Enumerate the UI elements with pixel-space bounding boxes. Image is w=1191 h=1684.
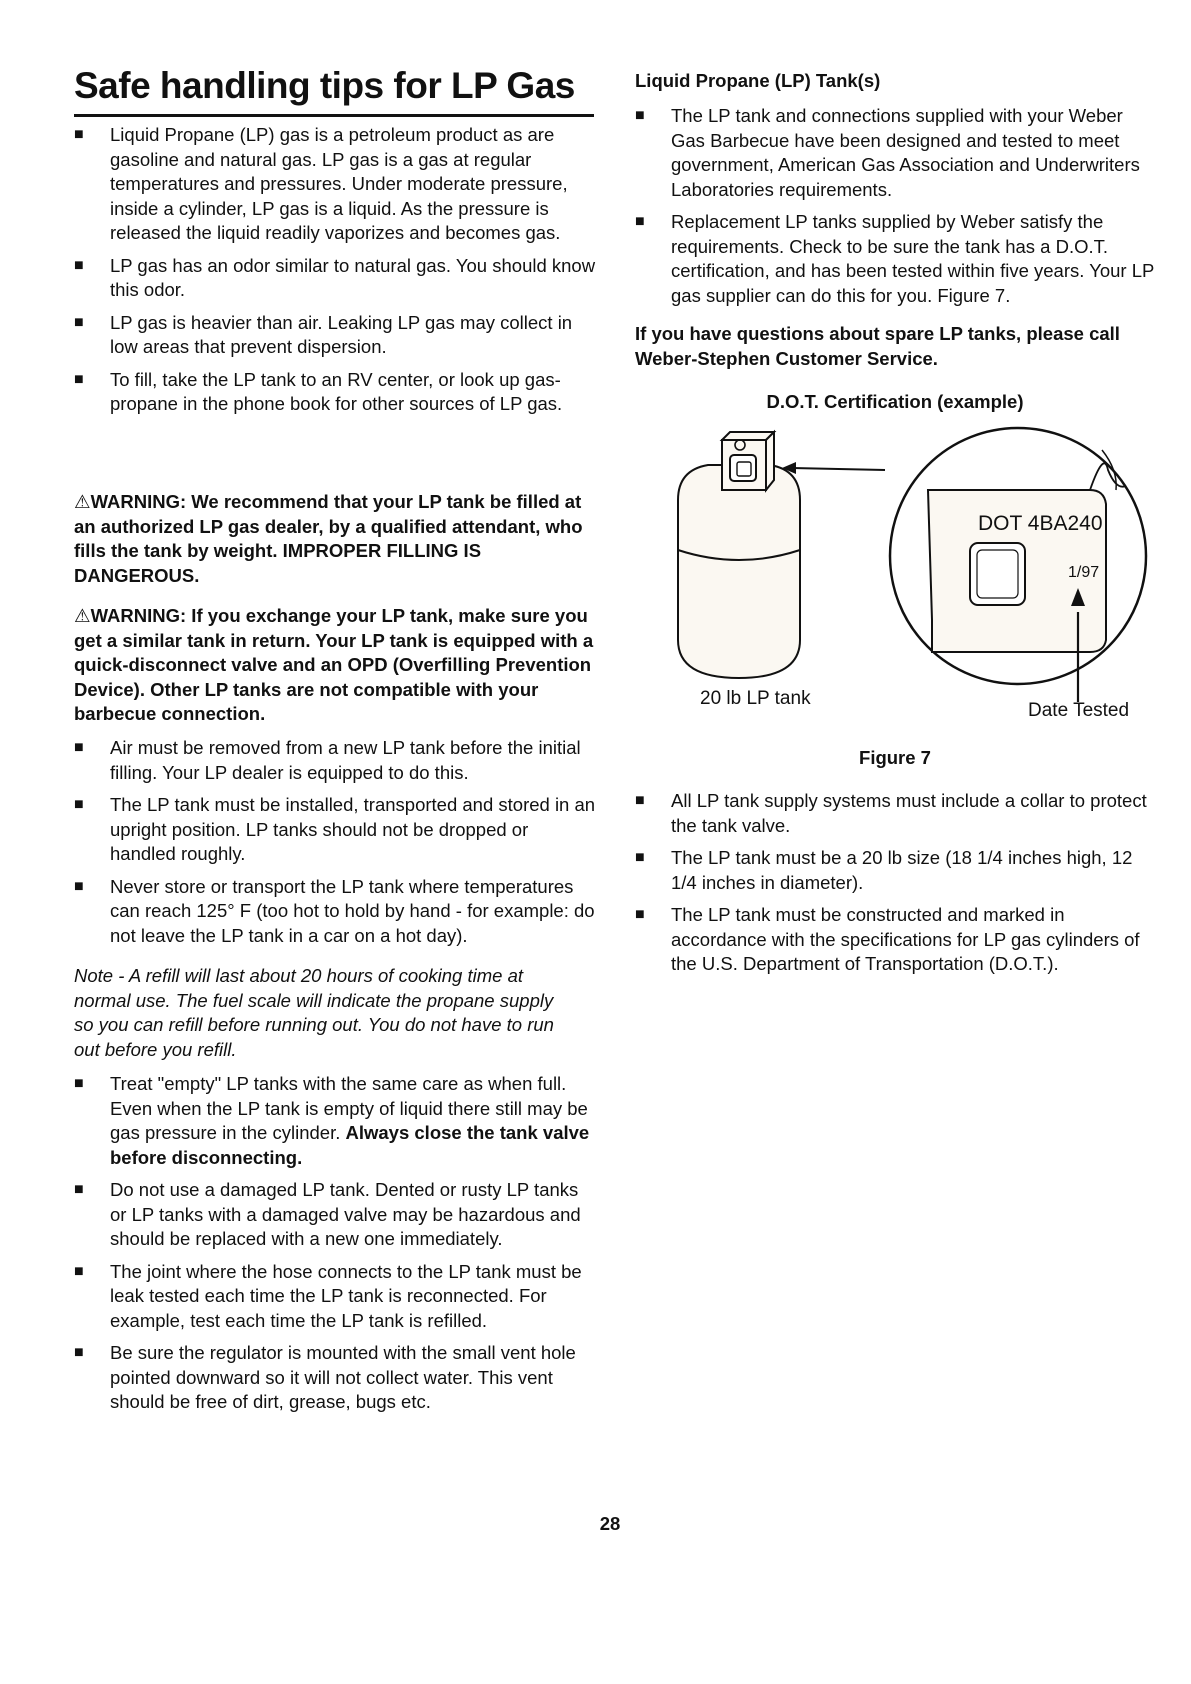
right-bullet-list-2 (635, 789, 1155, 977)
bullet-square-icon: ■ (74, 1344, 84, 1361)
list-item: ■ Liquid Propane (LP) gas is a petroleum product as are gasoline and natural gas. LP gas is a gas at regular temperatures and pressures. Under moderate pressure, inside a cylinder, LP gas is a liquid. As the pressure is released the liquid readily vaporizes and becomes gas. (74, 123, 598, 246)
bullet-square-icon: ■ (74, 739, 84, 756)
list-item: ■ The LP tank and connections supplied with your Weber Gas Barbecue have been designed and tested to meet government, American Gas Association and Underwriters Laboratories requirements. (635, 104, 1155, 202)
bullet-square-icon: ■ (74, 796, 84, 813)
date-code-text: 1/97 (1068, 564, 1100, 581)
bullet-square-icon: ■ (635, 906, 645, 923)
list-item: ■ Never store or transport the LP tank where temperatures can reach 125° F (too hot to hold by hand - for example: do not leave the LP tank in a car on a hot day). (74, 875, 598, 949)
bullet-square-icon: ■ (635, 849, 645, 866)
bullet-square-icon: ■ (74, 256, 84, 274)
warning-2: ⚠WARNING: If you exchange your LP tank, make sure you get a similar tank in return. Your LP tank is equipped with a quick-disconnect valve and an OPD (Overfilling Prevention Device). Other LP tanks are not compatible with your barbecue connection. (74, 605, 594, 724)
right-bullet-list-1 (635, 104, 1155, 308)
list-item: ■ The LP tank must be constructed and marked in accordance with the specifications for LP gas cylinders of the U.S. Department of Transportation (D.O.T.). (635, 903, 1155, 977)
spare-tanks-note: If you have questions about spare LP tanks, please call Weber-Stephen Customer Service. (635, 323, 1120, 369)
left-bullet-list-3 (74, 1072, 598, 1415)
bullet-square-icon: ■ (635, 107, 645, 124)
list-item: ■ All LP tank supply systems must include a collar to protect the tank valve. (635, 789, 1155, 838)
left-bullet-list-1 (74, 123, 598, 417)
bullet-square-icon: ■ (74, 370, 84, 388)
list-item: ■ The LP tank must be a 20 lb size (18 1/4 inches high, 12 1/4 inches in diameter). (635, 846, 1155, 895)
list-item: ■ Treat "empty" LP tanks with the same care as when full. Even when the LP tank is empty of liquid there still may be gas pressure in the cylinder. Always close the tank valve before disconnecting. (74, 1072, 598, 1170)
list-item: ■ Air must be removed from a new LP tank before the initial filling. Your LP dealer is equipped to do this. (74, 736, 598, 785)
figure-heading: D.O.T. Certification (example) (766, 391, 1024, 412)
list-item: ■ Replacement LP tanks supplied by Weber satisfy the requirements. Check to be sure the tank has a D.O.T. certification, and has been tested within five years. Your LP gas supplier can do this for you. Figure 7. (635, 210, 1155, 308)
bullet-square-icon: ■ (74, 313, 84, 331)
figure-caption: Figure 7 (859, 747, 931, 768)
page-title: Safe handling tips for LP Gas (74, 62, 594, 117)
bullet-square-icon: ■ (74, 1181, 84, 1198)
date-tested-label: Date Tested (1028, 700, 1130, 721)
bullet-square-icon: ■ (74, 126, 84, 143)
page-number: 28 (599, 1513, 621, 1534)
warning-1: ⚠WARNING: We recommend that your LP tank be filled at an authorized LP gas dealer, by a qualified attendant, who fills the tank by weight. IMPROPER FILLING IS DANGEROUS. (74, 491, 583, 586)
bullet-square-icon: ■ (635, 213, 645, 230)
dot-stamp-text: DOT 4BA240 (978, 512, 1103, 535)
dot-certification-figure (670, 420, 1150, 720)
list-item: ■ Be sure the regulator is mounted with the small vent hole pointed downward so it will not collect water. This vent should be free of dirt, grease, bugs etc. (74, 1341, 598, 1415)
bullet-square-icon: ■ (635, 792, 645, 809)
bullet-square-icon: ■ (74, 877, 84, 895)
tank-label: 20 lb LP tank (700, 688, 811, 709)
refill-note: Note - A refill will last about 20 hours of cooking time at normal use. The fuel scale will indicate the propane supply so you can refill before running out. You do not have to run out before you refill. (74, 965, 554, 1060)
list-item: ■ LP gas is heavier than air. Leaking LP gas may collect in low areas that prevent dispersion. (74, 311, 598, 360)
list-item: ■ The LP tank must be installed, transported and stored in an upright position. LP tanks should not be dropped or handled roughly. (74, 793, 598, 867)
list-item: ■ LP gas has an odor similar to natural gas. You should know this odor. (74, 254, 598, 303)
lp-tank-illustration (678, 432, 800, 678)
warning-triangle-icon: ⚠ (74, 605, 91, 626)
warning-triangle-icon: ⚠ (74, 491, 91, 512)
right-heading: Liquid Propane (LP) Tank(s) (635, 70, 881, 91)
left-bullet-list-2 (74, 736, 598, 948)
collar-pointer-arrow (792, 468, 885, 470)
bullet-square-icon: ■ (74, 1262, 84, 1280)
list-item: ■ The joint where the hose connects to the LP tank must be leak tested each time the LP tank is reconnected. For example, test each time the LP tank is refilled. (74, 1260, 598, 1334)
bullet-square-icon: ■ (74, 1075, 84, 1092)
list-item: ■ To fill, take the LP tank to an RV center, or look up gas-propane in the phone book for other sources of LP gas. (74, 368, 598, 417)
list-item: ■ Do not use a damaged LP tank. Dented or rusty LP tanks or LP tanks with a damaged valve may be hazardous and should be replaced with a new one immediately. (74, 1178, 598, 1252)
